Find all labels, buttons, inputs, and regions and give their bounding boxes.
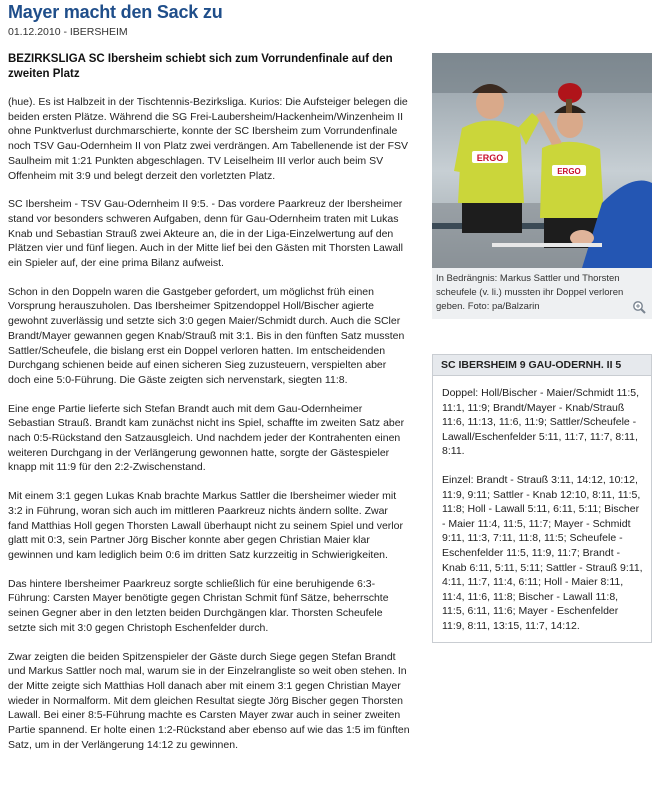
article-photo[interactable] <box>432 53 652 268</box>
article-paragraph: Schon in den Doppeln waren die Gastgeber gefordert, um möglichst früh einen Vorsprung herauszuholen. Das Ibersheimer Spitzendoppel Holl/Bischer agierte gewohnt zuverlässig und setzte sich 3:0 gegen Maier/Schmidt durch. Auch die SCler Brandt/Mayer gewannen gegen Knab/Strauß mit 3:1. Bis in den fünften Satz mussten Sattler/Scheufele, die bislang erst ein Doppel verloren hatten. Im entscheidenden Durchgang schienen beide auf einen sicheren Sieg zuzusteuern, verspielten aber doch eine 5:0-Führung. Die Gäste zeigten sich nervenstark, siegten 11:8. <box>8 285 405 386</box>
shirt-sponsor-text: ERGO <box>557 167 581 176</box>
article-subhead: BEZIRKSLIGA SC Ibersheim schiebt sich zum Vorrundenfinale auf den zweiten Platz <box>8 53 393 80</box>
photo-box <box>432 53 652 319</box>
article-paragraph: Das hintere Ibersheimer Paarkreuz sorgte schließlich für eine beruhigende 6:3-Führung: Carsten Mayer benötigte gegen Christan Schmit fünf Sätze, beherrschte seinen Gegner aber in den letzten beiden Durchgängen klar. Thorsten Scheufele setzte sich mit 3:0 gegen Christoph Eschenfelder durch. <box>8 577 389 634</box>
article-paragraph: Mit einem 3:1 gegen Lukas Knab brachte Markus Sattler die Ibersheimer wieder mit 3:2 in Führung, woran sich auch im mittleren Paarkreuz nichts ändern sollte. Zwar fand Matthias Holl gegen Thorsten Lawall überhaupt nicht zu seinem Spiel und verlor glatt mit 0:3, sein Partner Jörg Bischer konnte aber gegen Christian Maier klar gewinnen und kam lediglich beim 0:6 im dritten Satz kurzzeitig in Schwierigkeiten. <box>8 490 403 561</box>
results-body <box>433 376 651 642</box>
article-meta: 01.12.2010 - IBERSHEIM <box>8 26 128 38</box>
article-headline: Mayer macht den Sack zu <box>8 2 223 22</box>
results-singles: Einzel: Brandt - Strauß 3:11, 14:12, 10:12, 11:9, 9:11; Sattler - Knab 12:10, 8:11, 11:5, 11:8; Holl - Lawall 5:11, 6:11, 5:11; Bischer - Maier 11:4, 11:5, 11:7; Mayer - Schmidt 9:11, 11:3, 7:11, 11:8, 11:5; Scheufele - Eschenfelder 11:5, 11:9, 11:7; Brandt - Knab 6:11, 5:11, 5:11; Sattler - Strauß 9:11, 4:11, 11:7, 11:4, 6:11; Holl - Maier 8:11, 11:4, 11:6, 11:8; Bischer - Lawall 11:8, 11:5, 6:11, 11:6; Mayer - Eschenfelder 11:9, 8:11, 13:15, 11:7, 14:12. <box>442 473 643 632</box>
results-box <box>432 354 652 643</box>
results-title: SC IBERSHEIM 9 GAU-ODERNH. II 5 <box>433 355 651 376</box>
photo-caption-text: In Bedrängnis: Markus Sattler und Thorsten scheufele (v. li.) mussten ihr Doppel verloren geben. Foto: pa/Balzarin <box>436 273 624 312</box>
article-body <box>8 95 410 766</box>
shirt-sponsor-text: ERGO <box>476 153 504 163</box>
article-paragraph: SC Ibersheim - TSV Gau-Odernheim II 9:5. - Das vordere Paarkreuz der Ibersheimer stand vor besonders schweren Aufgaben, denn für Gau-Odernheim traten mit Lukas Knab und Sebastian Strauß zwei Akteure an, die in der Liga-Einzelwertung auf den Plätzen vier und fünf liegen. Auch in der Mitte lief bei den Gästen mit Thorsten Lawall ein Spieler auf, der eine prima Bilanz aufweist. <box>8 198 403 270</box>
results-doubles: Doppel: Holl/Bischer - Maier/Schmidt 11:5, 11:1, 11:9; Brandt/Mayer - Knab/Strauß 11:6, 11:13, 11:6, 11:9; Sattler/Scheufele - Lawall/Eschenfelder 5:11, 11:7, 11:7, 8:11, 8:11. <box>442 387 640 458</box>
article-paragraph: Eine enge Partie lieferte sich Stefan Brandt auch mit dem Gau-Odernheimer Sebastian Strauß. Brandt kam zunächst nicht ins Spiel, schaffte im zweiten Satz aber nach 0:5-Rückstand den Satzausgleich. Und nachdem jeder der Kontrahenten einen weiteren Durchgang in der Verlängerung gewonnen hatte, sorgte der Gästespieler knapp mit 11:9 für den 2:2-Zwischenstand. <box>8 402 405 474</box>
article-paragraph: Zwar zeigten die beiden Spitzenspieler der Gäste durch Siege gegen Stefan Brandt und Markus Sattler noch mal, warum sie in der Einzelrangliste so weit oben stehen. In der Mitte zeigte sich Matthias Holl danach aber mit einem 3:1 gegen Christian Mayer wieder in Normalform. Mit dem gleichen Resultat siegte Jörg Bischer gegen Thorsten Lawall. Bei einer 8:5-Führung machte es Carsten Mayer zwar auch in seiner zweiten Partie spannend. Er holte einen 1:2-Rückstand aber ebenso auf wie das 1:5 im fünften Satz, um in der Verlängerung 14:12 zu gewinnen. <box>8 650 410 751</box>
article-paragraph: (hue). Es ist Halbzeit in der Tischtennis-Bezirksliga. Kurios: Die Aufsteiger belegen die beiden ersten Plätze. Während die SG Frei-Laubersheim/Hackenheim/Winzenheim II ohne Punktverlust durchmarschierte, konnte der SC Ibersheim zum Vorrundenfinale noch TSV Gau-Odernheim II von Platz zwei verdrängen. Am Tabellenende ist der FSV Saulheim mit 1:21 Punkten abgeschlagen. TV Leiselheim III verlor auch beim SV Offenheim mit 3:9 und belegt derzeit den vorletzten Platz. <box>8 96 408 182</box>
magnifier-icon[interactable] <box>632 300 646 314</box>
photo-caption <box>432 268 652 319</box>
